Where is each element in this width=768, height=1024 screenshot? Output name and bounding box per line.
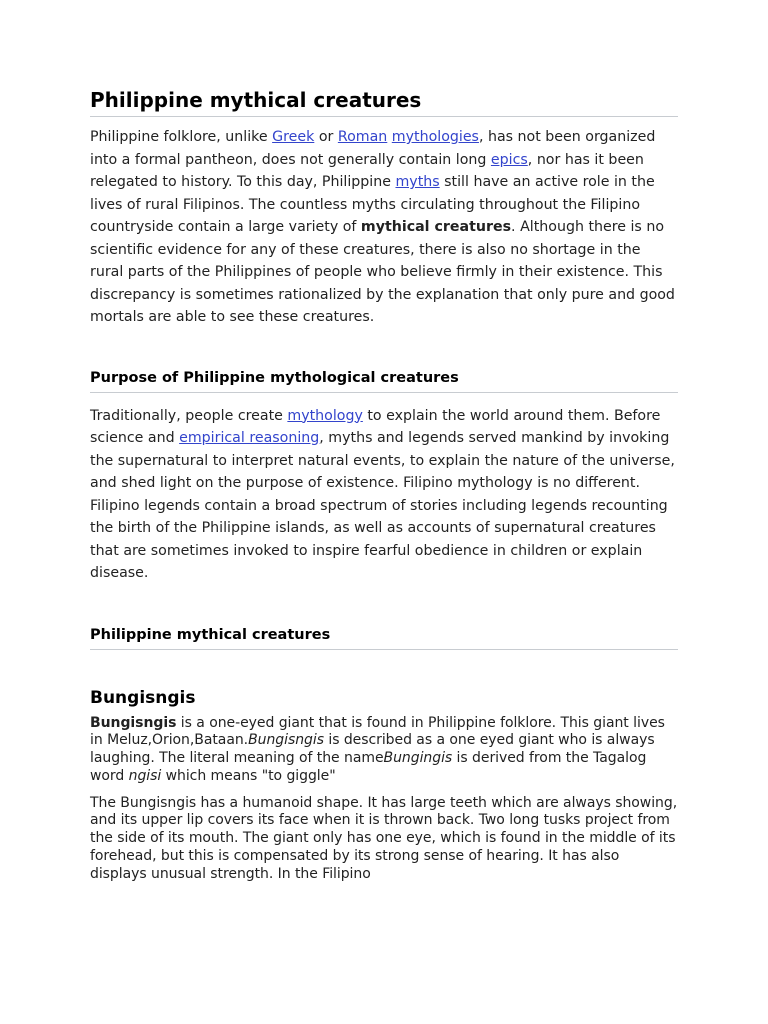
purpose-text: , myths and legends served mankind by invoking the supernatural to interpret natural events, to explain the nature of the universe, and shed light on the purpose of existence. Filipino mythology is no different. Filipino legends contain a broad spectrum of stories including legends recounting the birth of the Philippine islands, as well as accounts of supernatural creatures that are sometimes invoked to inspire fearful obedience in children or explain disease. (90, 430, 675, 581)
bungisngis-italic-name: Bungisngis (248, 732, 324, 749)
bungisngis-paragraph-1 (90, 715, 678, 786)
intro-text: , nor has it been relegated to history. To this day, Philippine (90, 151, 644, 190)
article-content (90, 86, 678, 884)
intro-text: or (314, 129, 338, 145)
link-roman[interactable]: Roman (337, 129, 388, 145)
page-title: Philippine mythical creatures (90, 86, 678, 117)
intro-bold-term: mythical creatures (360, 219, 512, 235)
bungisngis-text: which means "to giggle" (161, 767, 336, 784)
section-heading-purpose: Purpose of Philippine mythological creatures (90, 367, 678, 393)
link-epics[interactable]: epics (490, 151, 528, 168)
link-empirical-reasoning[interactable]: empirical reasoning (179, 430, 320, 446)
bungisngis-text: is a one-eyed giant that is found in Philippine folklore. This giant lives in Meluz,Orion,Bataan. (90, 714, 665, 749)
creature-heading-bungisngis: Bungisngis (90, 687, 196, 708)
bungisngis-italic-name: Bungingis (383, 750, 453, 767)
intro-text: Philippine folklore, unlike (90, 129, 273, 145)
intro-text: . Although there is no scientific evidence for any of these creatures, there is also no shortage in the rural parts of the Philippines of people who believe firmly in their existence. This discrepancy is sometimes rationalized by the explanation that only pure and good mortals are able to see these creatures. (90, 219, 675, 325)
bungisngis-text: is derived from the Tagalog word (90, 750, 647, 784)
link-myths[interactable]: myths (395, 174, 440, 190)
bungisngis-paragraph-2: The Bungisngis has a humanoid shape. It has large teeth which are always showing, and its upper lip covers its face when it is thrown back. Two long tusks project from the side of its mouth. The giant only has one eye, which is found in the middle of its forehead, but this is compensated by its strong sense of hearing. It has also displays unusual strength. In the Filipino (90, 794, 678, 882)
intro-text: , has not been organized into a formal pantheon, does not generally contain long (90, 129, 656, 168)
bungisngis-text: is described as a one eyed giant who is always laughing. The literal meaning of the name (90, 732, 655, 767)
link-mythology[interactable]: mythology (287, 407, 363, 424)
link-greek[interactable]: Greek (272, 129, 315, 145)
bungisngis-bold-name: Bungisngis (90, 714, 177, 731)
link-mythologies[interactable]: mythologies (391, 129, 479, 145)
bungisngis-italic-word: ngisi (128, 767, 162, 784)
section-heading-creatures: Philippine mythical creatures (90, 624, 678, 650)
purpose-text: to explain the world around them. Before science and (90, 407, 661, 446)
purpose-paragraph (90, 405, 678, 585)
intro-paragraph (90, 126, 678, 329)
purpose-text: Traditionally, people create (90, 407, 288, 424)
intro-text: still have an active role in the lives of rural Filipinos. The countless myths circulating throughout the Filipino countryside contain a large variety of (90, 174, 655, 235)
